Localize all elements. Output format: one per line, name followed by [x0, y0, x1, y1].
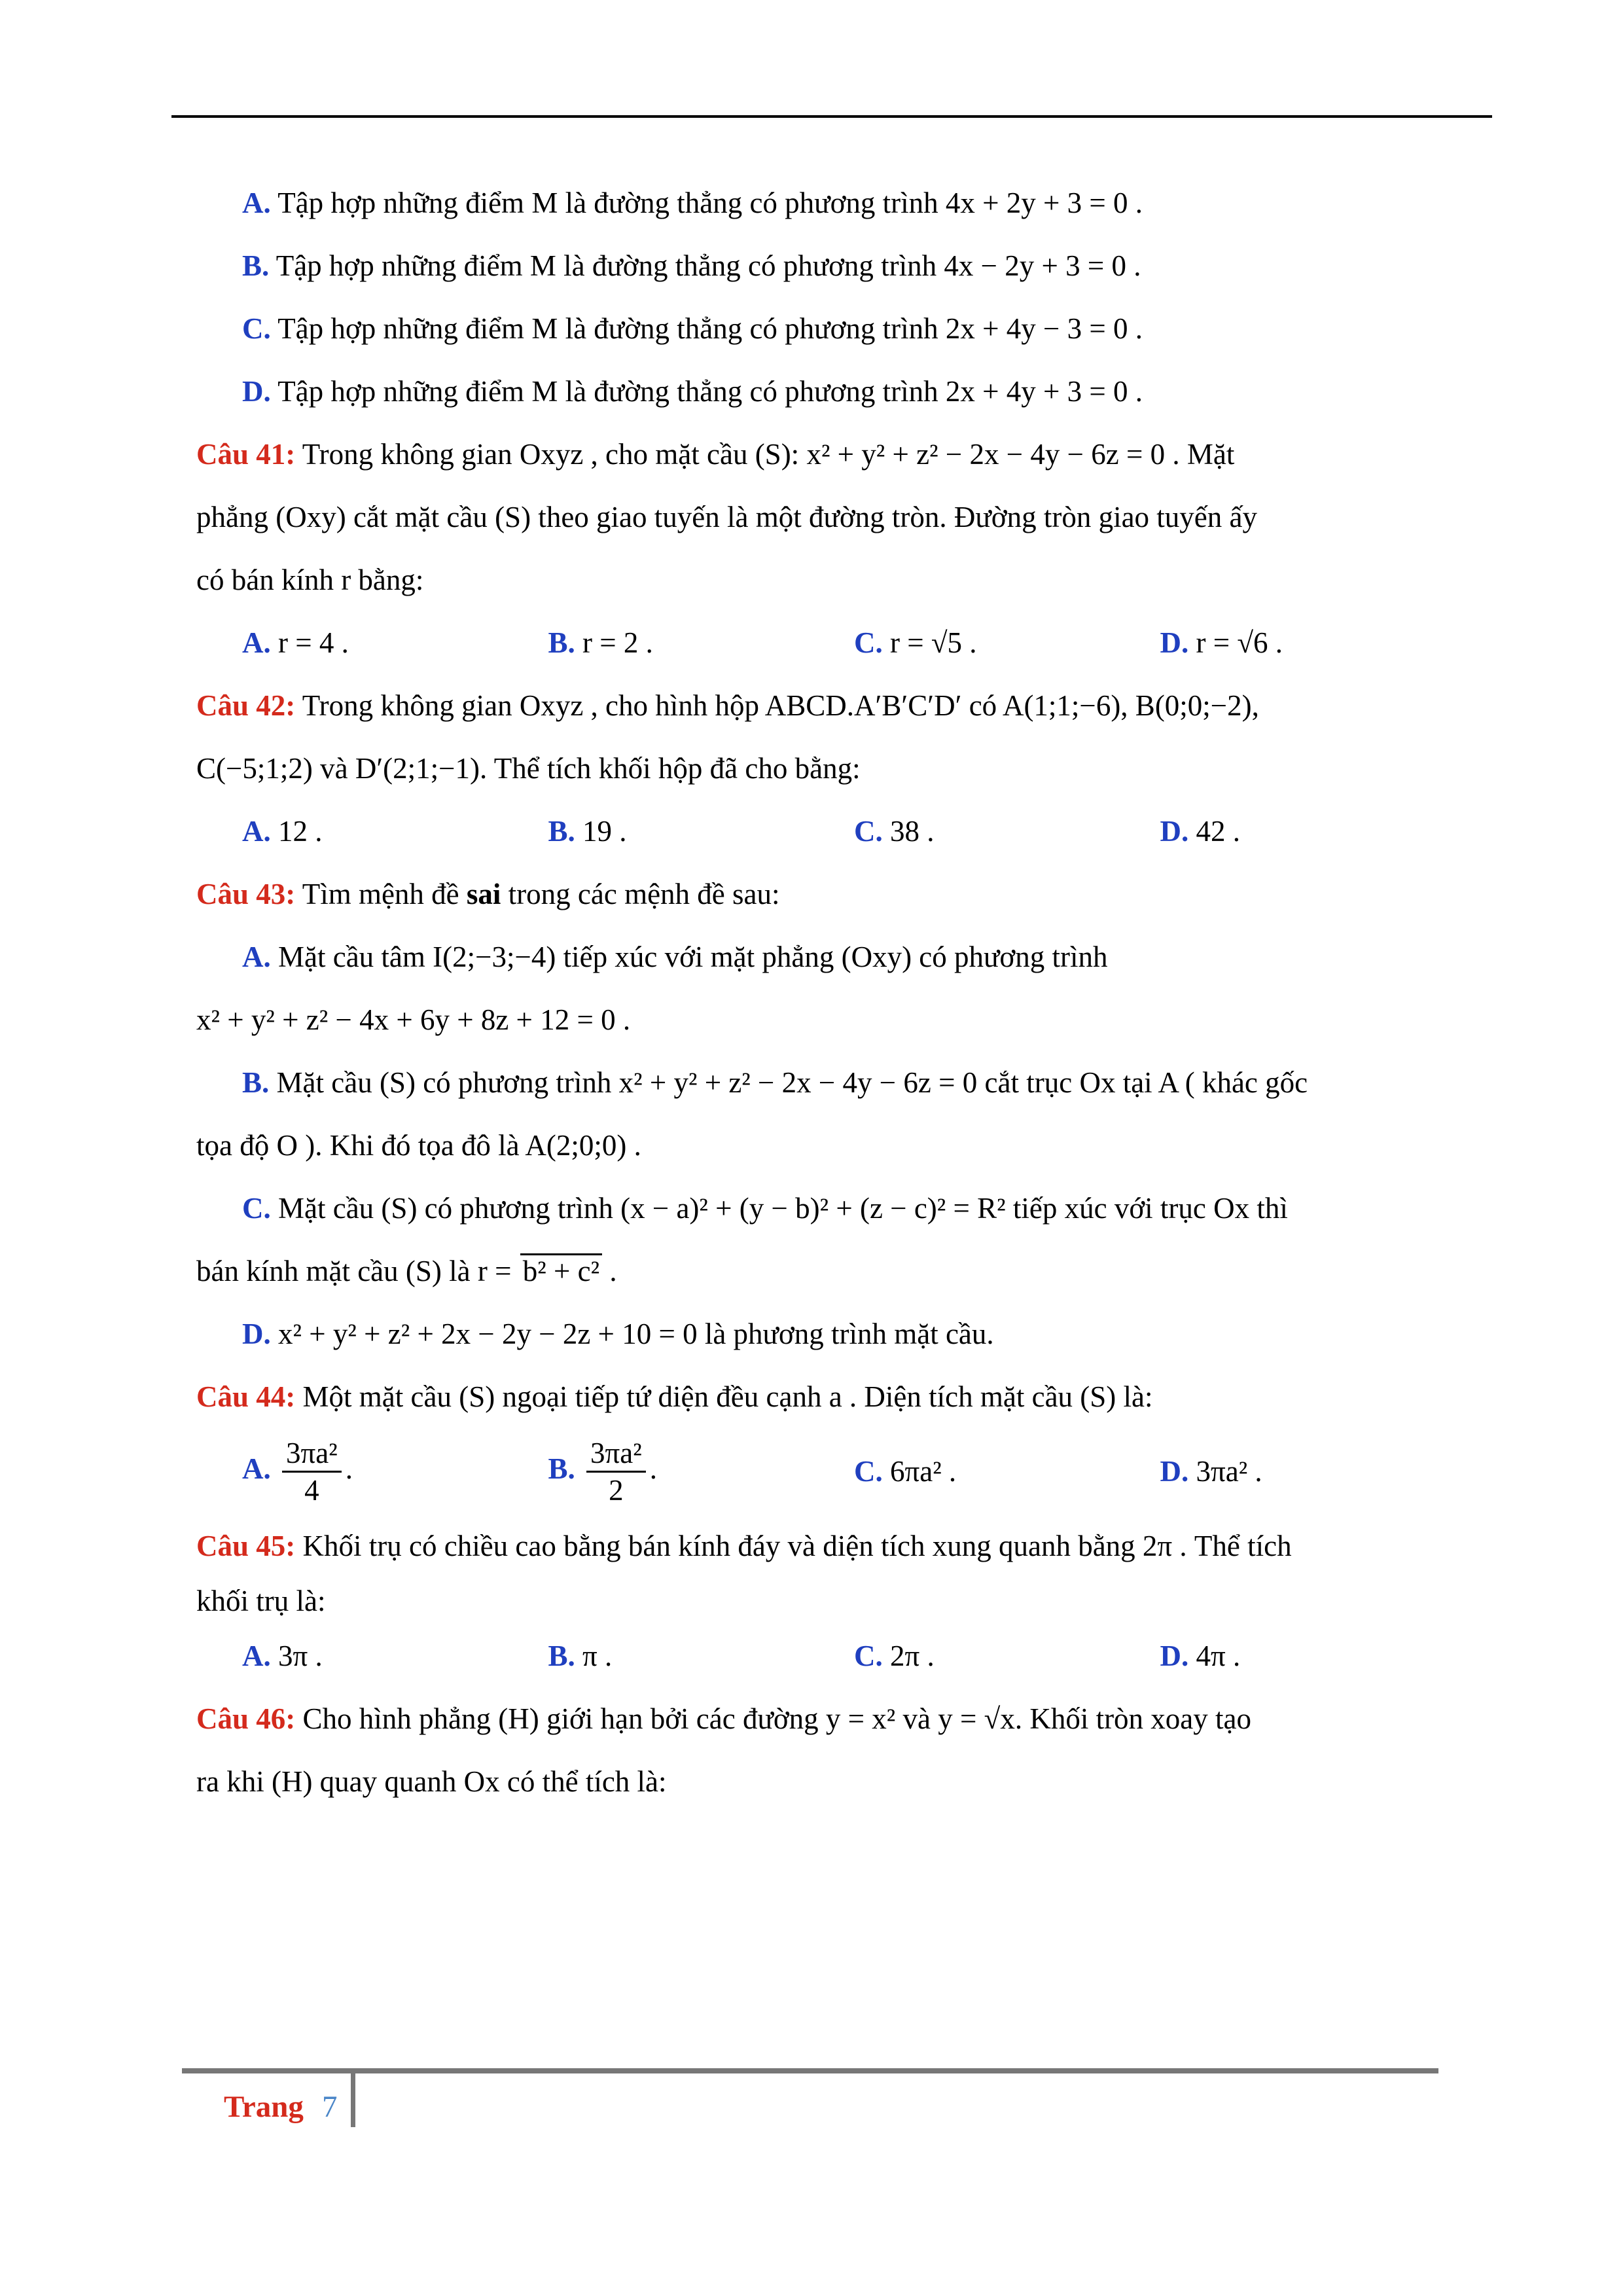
- q45-option-c: [854, 1636, 1160, 1676]
- option-label: C.: [854, 1640, 883, 1672]
- page-number: 7: [322, 2090, 338, 2124]
- header-rule: [171, 115, 1492, 118]
- q42-option-c: [854, 812, 1160, 851]
- q44-option-a: [242, 1435, 548, 1508]
- option-label: B.: [548, 815, 575, 848]
- q43-option-d: [196, 1314, 1466, 1354]
- option-text: x² + y² + z² + 2x − 2y − 2z + 10 = 0 là phương trình mặt cầu.: [278, 1318, 994, 1350]
- option-text: .: [602, 1255, 617, 1287]
- footer-rule: [182, 2068, 1438, 2073]
- q41-option-c: [854, 623, 1160, 662]
- q40-option-b: [196, 246, 1466, 285]
- option-text: r = √6 .: [1196, 626, 1283, 659]
- question-text: ra khi (H) quay quanh Ox có thể tích là:: [196, 1765, 667, 1798]
- q40-option-a: [196, 183, 1466, 223]
- q44-options: [196, 1432, 1466, 1511]
- option-text: 3π .: [278, 1640, 323, 1672]
- q42-options: [196, 812, 1466, 851]
- q41-stem-line1: [196, 435, 1466, 474]
- q41-stem-line2: [196, 497, 1466, 537]
- q45-option-b: [548, 1636, 855, 1676]
- question-text: Tìm mệnh đề: [302, 878, 467, 910]
- question-text: phẳng (Oxy) cắt mặt cầu (S) theo giao tuyến là một đường tròn. Đường tròn giao tuyến ấy: [196, 501, 1257, 533]
- option-label: A.: [242, 1640, 271, 1672]
- q43-option-a-line1: [196, 937, 1466, 977]
- q46-stem-line2: [196, 1762, 1466, 1801]
- q41-option-b: [548, 623, 855, 662]
- fraction-numerator: 3πa²: [282, 1435, 342, 1473]
- option-text: Tập hợp những điểm M là đường thẳng có phương trình 2x + 4y − 3 = 0 .: [277, 312, 1143, 345]
- option-text: 12 .: [278, 815, 323, 848]
- option-label: B.: [548, 626, 575, 659]
- option-label: A.: [242, 187, 271, 219]
- q45-options: [196, 1636, 1466, 1676]
- q43-option-b-line2: [196, 1126, 1466, 1165]
- option-text: 3πa² .: [1196, 1455, 1262, 1488]
- option-text: 6πa² .: [890, 1455, 957, 1488]
- fraction-numerator: 3πa²: [586, 1435, 646, 1473]
- option-label: D.: [242, 375, 271, 408]
- option-label: C.: [242, 1192, 271, 1225]
- q41-option-d: [1160, 623, 1467, 662]
- option-text: r = 4 .: [278, 626, 349, 659]
- option-text: tọa độ O ). Khi đó tọa đô là A(2;0;0) .: [196, 1129, 641, 1162]
- option-period: .: [345, 1452, 353, 1485]
- q40-option-c: [196, 309, 1466, 348]
- q44-option-c: [854, 1452, 1160, 1491]
- question-text: Một mặt cầu (S) ngoại tiếp tứ diện đều cạnh a . Diện tích mặt cầu (S) là:: [302, 1380, 1153, 1413]
- option-label: D.: [1160, 815, 1189, 848]
- option-text: Tập hợp những điểm M là đường thẳng có phương trình 4x + 2y + 3 = 0 .: [277, 187, 1143, 219]
- question-label: Câu 44:: [196, 1380, 296, 1413]
- option-text: r = √5 .: [890, 626, 977, 659]
- q43-option-c-line2: [196, 1251, 1466, 1291]
- option-text: bán kính mặt cầu (S) là r =: [196, 1255, 519, 1287]
- option-label: A.: [242, 941, 271, 973]
- question-text: Cho hình phẳng (H) giới hạn bởi các đường y = x² và y = √x. Khối tròn xoay tạo: [302, 1702, 1252, 1735]
- q44-option-d: [1160, 1452, 1467, 1491]
- option-period: .: [649, 1452, 657, 1485]
- question-label: Câu 45:: [196, 1530, 296, 1562]
- option-label: C.: [854, 1455, 883, 1488]
- q45-option-a: [242, 1636, 548, 1676]
- option-label: B.: [242, 249, 270, 282]
- question-label: Câu 43:: [196, 878, 296, 910]
- q42-stem-line1: [196, 686, 1466, 725]
- fraction: [586, 1435, 646, 1508]
- q41-stem-line3: [196, 560, 1466, 600]
- option-text: r = 2 .: [582, 626, 653, 659]
- option-label: C.: [854, 815, 883, 848]
- option-label: B.: [242, 1066, 270, 1099]
- sqrt-expression: b² + c²: [520, 1253, 602, 1287]
- q42-option-d: [1160, 812, 1467, 851]
- option-label: D.: [1160, 1455, 1189, 1488]
- option-text: 42 .: [1196, 815, 1240, 848]
- option-label: D.: [1160, 1640, 1189, 1672]
- question-emphasis: sai: [466, 878, 501, 910]
- option-text: Mặt cầu tâm I(2;−3;−4) tiếp xúc với mặt phẳng (Oxy) có phương trình: [278, 941, 1108, 973]
- q43-option-c-line1: [196, 1189, 1466, 1228]
- fraction-denominator: 4: [304, 1473, 319, 1507]
- question-text: khối trụ là:: [196, 1585, 326, 1617]
- q45-option-d: [1160, 1636, 1467, 1676]
- option-label: C.: [854, 626, 883, 659]
- q44-option-b: [548, 1435, 855, 1508]
- option-label: D.: [1160, 626, 1189, 659]
- q43-option-b-line1: [196, 1063, 1466, 1102]
- option-label: B.: [548, 1452, 575, 1485]
- option-label: A.: [242, 626, 271, 659]
- option-label: C.: [242, 312, 271, 345]
- question-text: có bán kính r bằng:: [196, 564, 424, 596]
- question-label: Câu 42:: [196, 689, 296, 722]
- option-text: Mặt cầu (S) có phương trình (x − a)² + (y − b)² + (z − c)² = R² tiếp xúc với trục Ox thì: [278, 1192, 1288, 1225]
- footer-divider: [351, 2073, 355, 2127]
- question-text: Trong không gian Oxyz , cho hình hộp ABCD.A′B′C′D′ có A(1;1;−6), B(0;0;−2),: [302, 689, 1259, 722]
- fraction: [282, 1435, 342, 1508]
- question-label: Câu 46:: [196, 1702, 296, 1735]
- q45-stem-line2: [196, 1581, 1466, 1621]
- option-label: D.: [242, 1318, 271, 1350]
- question-text: Khối trụ có chiều cao bằng bán kính đáy và diện tích xung quanh bằng 2π . Thể tích: [302, 1530, 1292, 1562]
- option-label: A.: [242, 815, 271, 848]
- q43-option-a-line2: [196, 1000, 1466, 1039]
- q46-stem-line1: [196, 1699, 1466, 1738]
- q40-option-d: [196, 372, 1466, 411]
- option-text: Tập hợp những điểm M là đường thẳng có phương trình 2x + 4y + 3 = 0 .: [277, 375, 1143, 408]
- q43-stem: [196, 874, 1466, 914]
- option-text: Tập hợp những điểm M là đường thẳng có phương trình 4x − 2y + 3 = 0 .: [276, 249, 1141, 282]
- option-text: 4π .: [1196, 1640, 1241, 1672]
- page-label: Trang: [224, 2090, 304, 2124]
- option-text: 19 .: [582, 815, 627, 848]
- q42-stem-line2: [196, 749, 1466, 788]
- q42-option-a: [242, 812, 548, 851]
- q45-stem-line1: [196, 1526, 1466, 1566]
- q42-option-b: [548, 812, 855, 851]
- question-text: trong các mệnh đề sau:: [501, 878, 780, 910]
- option-label: A.: [242, 1452, 271, 1485]
- option-text: Mặt cầu (S) có phương trình x² + y² + z² − 2x − 4y − 6z = 0 cắt trục Ox tại A ( khác gốc: [276, 1066, 1308, 1099]
- option-text: x² + y² + z² − 4x + 6y + 8z + 12 = 0 .: [196, 1003, 631, 1036]
- question-text: C(−5;1;2) và D′(2;1;−1). Thể tích khối hộp đã cho bằng:: [196, 752, 861, 785]
- option-label: B.: [548, 1640, 575, 1672]
- fraction-denominator: 2: [609, 1473, 624, 1507]
- document-body: [196, 183, 1466, 1801]
- q41-option-a: [242, 623, 548, 662]
- question-label: Câu 41:: [196, 438, 296, 471]
- option-text: 2π .: [890, 1640, 935, 1672]
- option-text: π .: [582, 1640, 613, 1672]
- q41-options: [196, 623, 1466, 662]
- option-text: 38 .: [890, 815, 935, 848]
- question-text: Trong không gian Oxyz , cho mặt cầu (S): x² + y² + z² − 2x − 4y − 6z = 0 . Mặt: [302, 438, 1235, 471]
- q44-stem: [196, 1377, 1466, 1416]
